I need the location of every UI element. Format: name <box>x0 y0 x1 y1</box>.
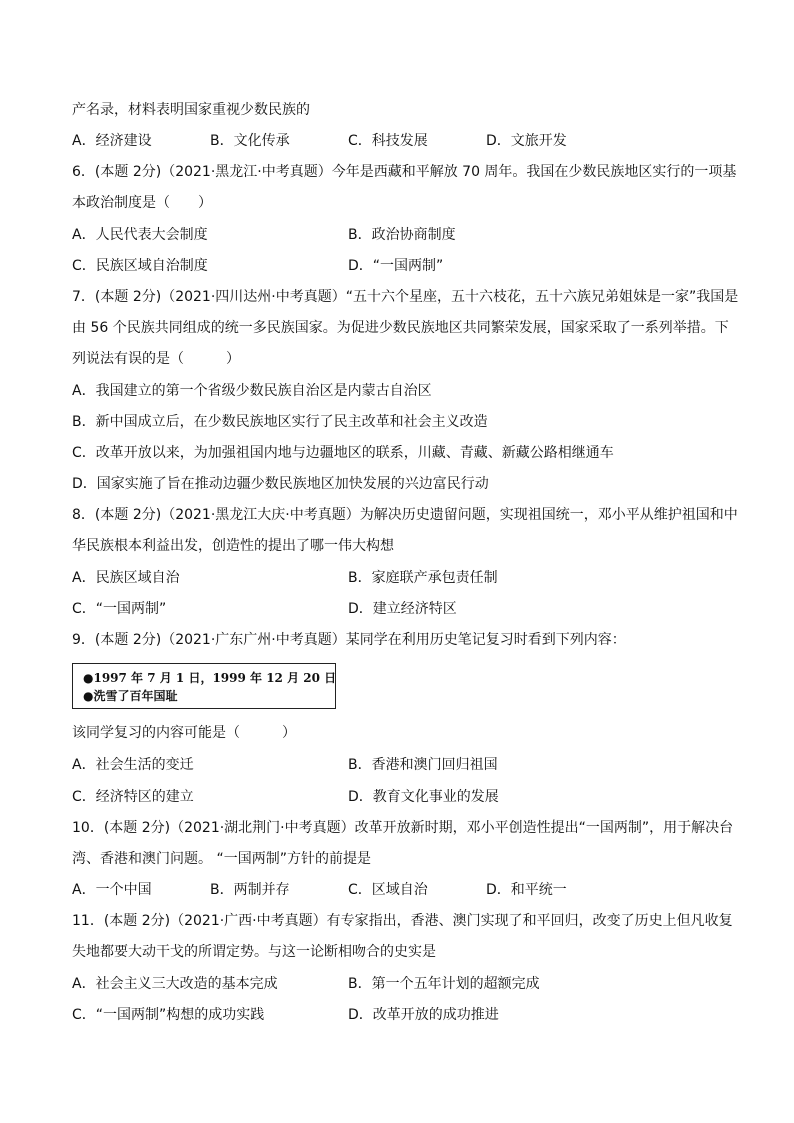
question-5-continuation: 产名录，材料表明国家重视少数民族的 <box>72 102 310 118</box>
option-d: D．建立经济特区 <box>348 601 457 617</box>
option-a: A．人民代表大会制度 <box>72 227 208 243</box>
option-d: D．教育文化事业的发展 <box>348 789 499 805</box>
study-note-box <box>72 663 336 709</box>
option-b: B．两制并存 <box>210 882 290 898</box>
question-9-stem-line2: 该同学复习的内容可能是（ ） <box>72 725 296 741</box>
option-a: A．经济建设 <box>72 133 152 149</box>
note-summary: ●洗雪了百年国耻 <box>83 689 178 703</box>
option-d: D．改革开放的成功推进 <box>348 1007 499 1023</box>
option-c: C．科技发展 <box>348 133 428 149</box>
option-c: C．经济特区的建立 <box>72 789 194 805</box>
option-c: C．“一国两制”构想的成功实践 <box>72 1007 265 1023</box>
question-7-stem-line3: 列说法有误的是（ ） <box>72 351 240 367</box>
option-a: A．社会主义三大改造的基本完成 <box>72 976 278 992</box>
option-d: D．和平统一 <box>486 882 567 898</box>
question-8-stem-line2: 华民族根本利益出发，创造性的提出了哪一伟大构想 <box>72 538 394 554</box>
question-11-stem-line2: 失地都要大动干戈的所谓定势。与这一论断相吻合的史实是 <box>72 944 436 960</box>
question-11-stem-line1: 11．(本题 2分)（2021·广西·中考真题）有专家指出，香港、澳门实现了和平回归，改变了历史上但凡收复 <box>72 913 733 929</box>
question-6-stem-line1: 6．(本题 2分)（2021·黑龙江·中考真题）今年是西藏和平解放 70 周年。我国在少数民族地区实行的一项基 <box>72 164 737 180</box>
question-7-stem-line2: 由 56 个民族共同组成的统一多民族国家。为促进少数民族地区共同繁荣发展，国家采取了一系列举措。下 <box>72 320 729 336</box>
question-10-stem-line1: 10．(本题 2分)（2021·湖北荆门·中考真题）改革开放新时期，邓小平创造性提出“一国两制”，用于解决台 <box>72 820 734 836</box>
question-7-stem-line1: 7．(本题 2分)（2021·四川达州·中考真题）“五十六个星座，五十六枝花，五十六族兄弟姐妹是一家”我国是 <box>72 289 739 305</box>
option-c: C．改革开放以来，为加强祖国内地与边疆地区的联系，川藏、青藏、新藏公路相继通车 <box>72 445 614 461</box>
question-8-stem-line1: 8．(本题 2分)（2021·黑龙江大庆·中考真题）为解决历史遗留问题，实现祖国统一，邓小平从维护祖国和中 <box>72 507 738 523</box>
option-b: B．政治协商制度 <box>348 227 456 243</box>
option-d: D．文旅开发 <box>486 133 567 149</box>
option-a: A．一个中国 <box>72 882 152 898</box>
option-b: B．第一个五年计划的超额完成 <box>348 976 540 992</box>
question-10-stem-line2: 湾、香港和澳门问题。 “一国两制”方针的前提是 <box>72 851 371 867</box>
option-b: B．家庭联产承包责任制 <box>348 570 498 586</box>
option-c: C．民族区域自治制度 <box>72 258 208 274</box>
note-dates: ●1997 年 7 月 1 日，1999 年 12 月 20 日 <box>83 671 337 685</box>
option-c: C．区域自治 <box>348 882 428 898</box>
option-a: A．我国建立的第一个省级少数民族自治区是内蒙古自治区 <box>72 383 432 399</box>
option-d: D．“一国两制” <box>348 258 444 274</box>
option-a: A．民族区域自治 <box>72 570 180 586</box>
option-b: B．新中国成立后，在少数民族地区实行了民主改革和社会主义改造 <box>72 414 488 430</box>
option-d: D．国家实施了旨在推动边疆少数民族地区加快发展的兴边富民行动 <box>72 476 489 492</box>
option-b: B．香港和澳门回归祖国 <box>348 757 498 773</box>
question-6-stem-line2: 本政治制度是（ ） <box>72 195 212 211</box>
option-c: C．“一国两制” <box>72 601 167 617</box>
question-9-stem-line1: 9．(本题 2分)（2021·广东广州·中考真题）某同学在利用历史笔记复习时看到下列内容： <box>72 632 626 648</box>
option-b: B．文化传承 <box>210 133 290 149</box>
option-a: A．社会生活的变迁 <box>72 757 194 773</box>
